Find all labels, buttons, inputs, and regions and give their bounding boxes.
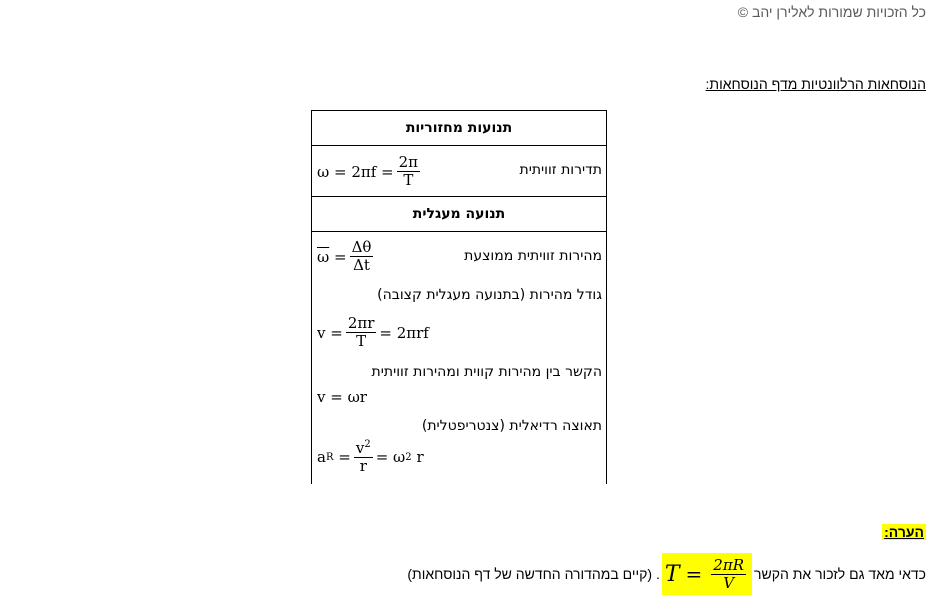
fraction-numerator: [354, 440, 373, 458]
speed-label: גודל מהירות (בתנועה מעגלית קצובה): [377, 287, 602, 303]
radial-accel-label: תאוצה רדיאלית (צנטריפטלית): [421, 418, 602, 434]
formula-symbol: $\overline{\omega}$: [317, 247, 330, 266]
fraction-denominator: Δt: [353, 256, 370, 274]
formula-text: =: [338, 448, 351, 466]
fraction: [354, 440, 373, 474]
fraction-denominator: T: [356, 332, 367, 350]
note-line: [407, 553, 926, 595]
formula-text: =: [334, 247, 347, 266]
formula-text: = 2πrf: [379, 323, 429, 342]
fraction: [350, 240, 374, 273]
angular-frequency-formula: [317, 155, 423, 188]
avg-angular-speed-label: מהירות זוויתית ממוצעת: [464, 248, 602, 264]
note-label: הערה:: [884, 524, 924, 540]
copyright-notice: כל הזכויות שמורות לאלירן יהב ©: [737, 4, 926, 20]
superscript: 2: [405, 451, 412, 463]
fraction: [397, 155, 420, 188]
fraction-denominator: V: [723, 573, 735, 592]
formula-symbol: r: [416, 448, 424, 466]
formula-text: =: [685, 562, 703, 586]
formula-symbol: v: [355, 439, 365, 457]
note-text-after: . (קיים במהדורה החדשה של דף הנוסחאות): [407, 566, 660, 582]
period-formula: [662, 553, 752, 595]
relation-label: הקשר בין מהירות קווית ומהירות זוויתית: [371, 364, 602, 380]
formula-sheet-excerpt: [311, 110, 607, 484]
fraction: [346, 316, 377, 349]
subscript: R: [325, 451, 334, 463]
formula-symbol: a: [317, 448, 326, 466]
formula-symbol: T: [664, 561, 680, 587]
intro-heading: הנוסחאות הרלוונטיות מדף הנוסחאות:: [705, 76, 926, 92]
section-title-circular-motion: תנועה מעגלית: [312, 196, 606, 232]
fraction-denominator: T: [403, 171, 414, 189]
radial-accel-formula: [317, 440, 424, 474]
angular-frequency-row: [312, 146, 606, 196]
fraction: [711, 555, 746, 592]
fraction-numerator: 2π: [398, 153, 419, 171]
speed-formula: [317, 316, 429, 349]
fraction-numerator: Δθ: [351, 238, 372, 256]
relation-formula: v = ωr: [317, 388, 367, 406]
formula-text: v =: [317, 323, 343, 342]
superscript: 2: [364, 439, 371, 450]
avg-angular-speed-formula: [317, 240, 376, 273]
circular-motion-body: [312, 232, 606, 484]
formula-text: = ω: [375, 448, 406, 466]
formula-text: ω = 2πf =: [317, 162, 394, 181]
fraction-denominator: r: [359, 457, 367, 475]
fraction-numerator: 2πr: [347, 314, 375, 332]
note-text-before: כדאי מאד גם לזכור את הקשר: [754, 566, 926, 582]
section-title-periodic-motion: תנועות מחזוריות: [312, 111, 606, 146]
angular-frequency-label: תדירות זוויתית: [519, 162, 602, 178]
fraction-numerator: 2πR: [713, 555, 744, 574]
